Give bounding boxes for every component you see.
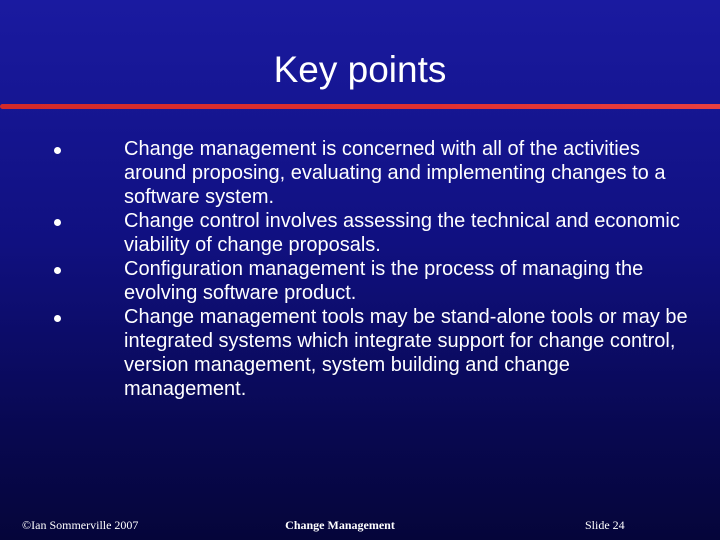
bullet-item [0, 257, 720, 305]
bullet-text: Change management is concerned with all of the activities around proposing, evaluating and implementing changes to a software system. [124, 138, 666, 208]
bullet-dot-icon [54, 267, 61, 274]
bullet-text: Change management tools may be stand-alone tools or may be integrated systems which integrate support for change control, version management, system building and change management. [124, 306, 688, 400]
bullet-text: Change control involves assessing the technical and economic viability of change proposals. [124, 210, 680, 256]
bullet-item [0, 137, 720, 209]
bullet-item [0, 305, 720, 401]
footer-copyright: ©Ian Sommerville 2007 [22, 518, 139, 532]
bullet-dot-icon [54, 147, 61, 154]
bullet-list [0, 137, 720, 401]
title-divider [0, 104, 720, 109]
bullet-text: Configuration management is the process of managing the evolving software product. [124, 258, 644, 304]
bullet-dot-icon [54, 315, 61, 322]
footer-chapter: Change Management [285, 518, 395, 532]
bullet-dot-icon [54, 219, 61, 226]
bullet-item [0, 209, 720, 257]
footer-slide-number: Slide 24 [585, 518, 625, 532]
slide-title: Key points [273, 49, 447, 90]
